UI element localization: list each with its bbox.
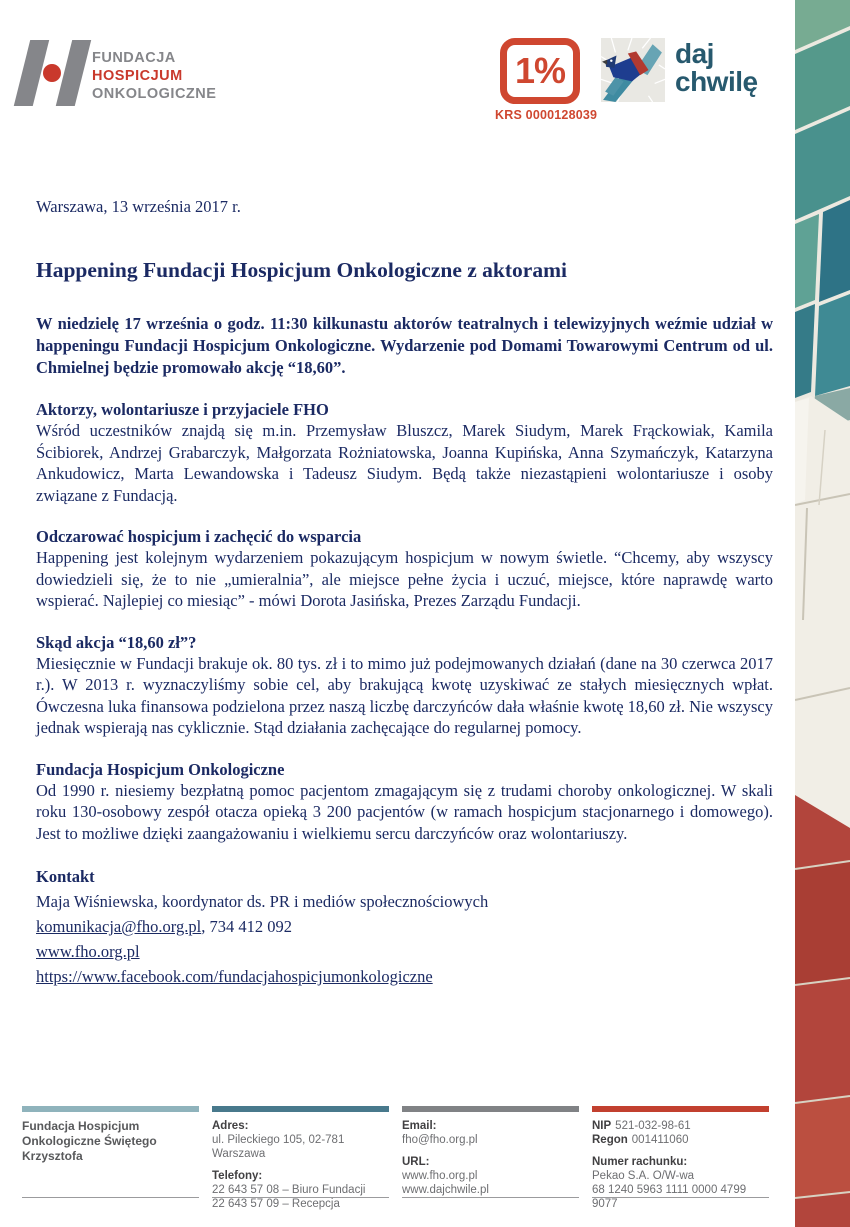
url-label: URL: <box>402 1156 430 1168</box>
contact-heading: Kontakt <box>36 867 95 886</box>
mosaic-bird-icon <box>601 38 665 102</box>
url-dajchwile: www.dajchwile.pl <box>402 1184 489 1196</box>
contact-facebook-line <box>36 964 773 989</box>
section-actors <box>36 399 773 506</box>
regon-value: 001411060 <box>631 1134 689 1146</box>
fho-logo-dot-icon <box>43 64 61 82</box>
contact-email-line <box>36 914 773 939</box>
nip-value: 521-032-98-61 <box>615 1120 691 1132</box>
section-body: Miesięcznie w Fundacji brakuje ok. 80 tys. zł i to mimo już podejmowanych działań (dane na 30 czerwca 2017 r.). W 2013 r. wyznaczyliśmy sobie cel, aby brakującą kwotę uzyskiwać ze stałych miesięcznych wpłat. Ówczesna luka finansowa podzielona przez naszą liczbę darczyńców dała właśnie kwotę 18,60 zł. Nie wszyscy jednak wspierają nas cyklicznie. Stąd działania zachęcające do regularnej pomocy. <box>36 653 773 737</box>
mosaic-tiles-graphic <box>795 0 850 1227</box>
nip-label: NIP <box>592 1120 612 1132</box>
fho-logo-line1: FUNDACJA <box>92 50 176 66</box>
footer-phones-block <box>212 1169 389 1211</box>
footer-url-block <box>402 1155 579 1197</box>
daj-chwile-logo <box>601 38 758 102</box>
url-fho: www.fho.org.pl <box>402 1170 478 1182</box>
footer-col-web <box>402 1106 579 1198</box>
page-title: Happening Fundacji Hospicjum Onkologiczne z aktorami <box>36 258 567 282</box>
footer-account-block <box>592 1155 769 1211</box>
section-hospice-support <box>36 526 773 612</box>
mosaic-tiles-photo <box>795 0 850 1227</box>
section-heading: Odczarować hospicjum i zachęcić do wsparcia <box>36 527 362 546</box>
footer-accent-bar <box>402 1106 579 1112</box>
one-percent-label: 1% <box>514 50 566 91</box>
section-about-foundation <box>36 759 773 845</box>
footer-email-block <box>402 1119 579 1147</box>
contact-person: Maja Wiśniewska, koordynator ds. PR i mediów społecznościowych <box>36 892 489 911</box>
account-label: Numer rachunku: <box>592 1156 688 1168</box>
fho-logo-line3: ONKOLOGICZNE <box>92 86 217 102</box>
contact-section <box>36 864 773 989</box>
footer-org-name: Fundacja Hospicjum Onkologiczne Świętego Krzysztofa <box>22 1119 157 1163</box>
address-value: ul. Pileckiego 105, 02-781 Warszawa <box>212 1134 345 1160</box>
fho-logo-wordmark <box>92 49 216 103</box>
one-percent-logo <box>495 38 598 122</box>
bank-name: Pekao S.A. O/W-wa <box>592 1170 695 1182</box>
section-heading: Fundacja Hospicjum Onkologiczne <box>36 759 285 779</box>
section-body: Happening jest kolejnym wydarzeniem pokazującym hospicjum w nowym świetle. “Chcemy, aby wszyscy dowiedzieli się, że to nie „umieralnia”, ale miejsce pełne życia i uczuć, miejsce, które naprawdę warto wspierać. Najlepiej co miesiąc” - mówi Dorota Jasińska, Prezes Zarządu Fundacji. <box>36 548 773 610</box>
footer-col-organization <box>22 1106 199 1198</box>
contact-website-line <box>36 939 773 964</box>
regon-label: Regon <box>592 1134 628 1146</box>
fho-logo-bar-icon <box>56 40 91 106</box>
phone-office: 22 643 57 08 – Biuro Fundacji <box>212 1184 366 1196</box>
footer-accent-bar <box>592 1106 769 1112</box>
contact-phone: , 734 412 092 <box>201 917 292 936</box>
footer-registry-block <box>592 1119 769 1147</box>
facebook-link[interactable]: https://www.facebook.com/fundacjahospicjumonkologiczne <box>36 967 433 986</box>
dateline: Warszawa, 13 września 2017 r. <box>36 197 241 216</box>
footer-accent-bar <box>212 1106 389 1112</box>
regon-line <box>592 1133 769 1147</box>
website-link[interactable]: www.fho.org.pl <box>36 942 140 961</box>
krs-number: KRS 0000128039 <box>495 108 598 122</box>
section-campaign-origin <box>36 632 773 739</box>
footer-accent-bar <box>22 1106 199 1112</box>
fho-logo <box>18 38 238 118</box>
daj-chwile-line2: chwilę <box>675 66 758 97</box>
one-percent-icon <box>500 38 580 104</box>
footer <box>22 1106 769 1210</box>
email-value: fho@fho.org.pl <box>402 1134 478 1146</box>
lead-paragraph: W niedzielę 17 września o godz. 11:30 kilkunastu aktorów teatralnych i telewizyjnych weźmie udział w happeningu Fundacji Hospicjum Onkologiczne. Wydarzenie pod Domami Towarowymi Centrum od ul. Chmielnej będzie promowało akcję “18,60”. <box>36 314 773 377</box>
account-number: 68 1240 5963 1111 0000 4799 9077 <box>592 1184 747 1210</box>
section-body: Od 1990 r. niesiemy bezpłatną pomoc pacjentom zmagającym się z trudami choroby onkologicznej. W skali roku 130-osobowy zespół otacza opieką 3 200 pacjentów (w ramach hospicjum stacjonarnego i domowego). Jest to możliwe dzięki zaangażowaniu i wielkiemu sercu darczyńców oraz wolontariuszy. <box>36 780 773 843</box>
nip-line <box>592 1119 769 1133</box>
section-body: Wśród uczestników znajdą się m.in. Przemysław Bluszcz, Marek Siudym, Marek Frąckowiak, Kamila Ścibiorek, Andrzej Grabarczyk, Małgorzata Rożniatowska, Joanna Kupińska, Anna Szymańczyk, Katarzyna Ankudowicz, Marta Lewandowska i Tadeusz Siudym. Będą także niezastąpieni wolontariusze i osoby związane z Fundacją. <box>36 421 773 505</box>
section-heading: Aktorzy, wolontariusze i przyjaciele FHO <box>36 400 329 419</box>
fho-logo-line2: HOSPICJUM <box>92 68 183 84</box>
contact-email-link[interactable]: komunikacja@fho.org.pl <box>36 917 202 936</box>
section-heading: Skąd akcja “18,60 zł”? <box>36 632 197 652</box>
daj-chwile-wordmark <box>675 40 758 96</box>
footer-address-block <box>212 1119 389 1161</box>
address-label: Adres: <box>212 1120 249 1132</box>
email-label: Email: <box>402 1120 437 1132</box>
phone-reception: 22 643 57 09 – Recepcja <box>212 1198 340 1210</box>
daj-chwile-line1: daj <box>675 38 714 69</box>
phones-label: Telefony: <box>212 1170 263 1182</box>
footer-col-address <box>212 1106 389 1210</box>
document-body <box>36 197 773 989</box>
footer-col-registry <box>592 1106 769 1210</box>
